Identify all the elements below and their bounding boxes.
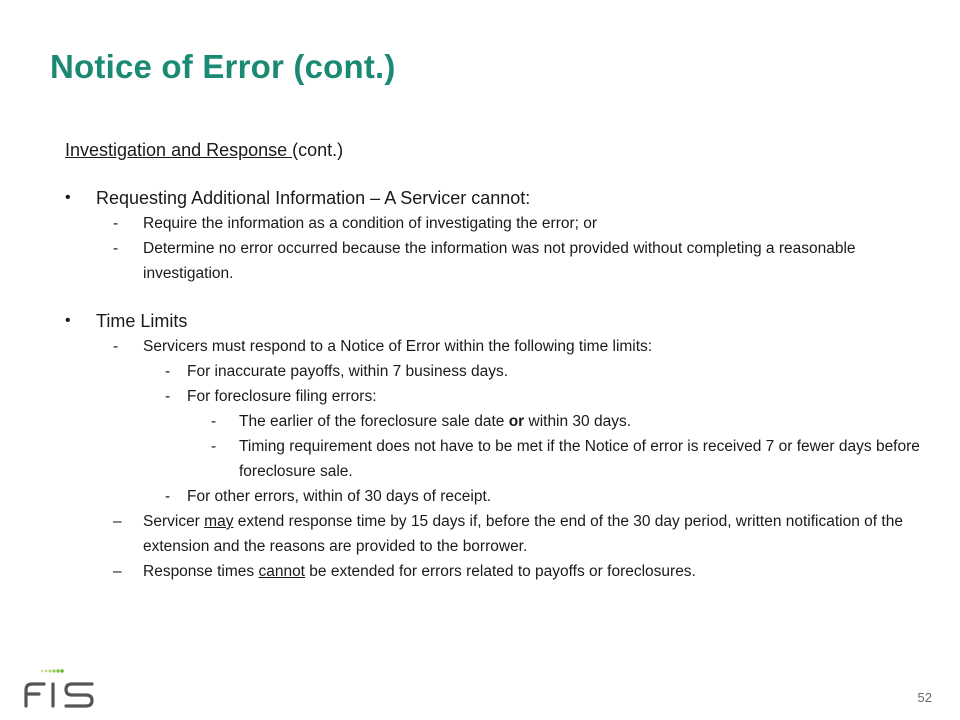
dash-marker-icon: - xyxy=(165,363,171,380)
list-item xyxy=(65,484,935,509)
section-heading-underlined: Investigation and Response xyxy=(65,140,293,160)
page-number: 52 xyxy=(917,690,932,705)
section-heading xyxy=(65,140,935,161)
bullet-text: Time Limits xyxy=(96,311,188,331)
list-item-text: Determine no error occurred because the information was not provided without completing a reasonable investigation. xyxy=(143,240,856,282)
list-item-text: Servicer may extend response time by 15 days if, before the end of the 30 day period, written notification of the extension and the reasons are provided to the borrower. xyxy=(143,513,903,555)
dash-marker-icon: - xyxy=(211,413,217,430)
list-item xyxy=(65,409,935,434)
list-item xyxy=(65,509,935,559)
list-item xyxy=(65,334,935,359)
list-item xyxy=(65,359,935,384)
list-item-text: For foreclosure filing errors: xyxy=(187,388,377,405)
dash-marker-icon: - xyxy=(113,240,119,257)
dash-marker-icon: - xyxy=(211,438,217,455)
list-item xyxy=(65,434,935,484)
list-item xyxy=(65,384,935,409)
slide-title: Notice of Error (cont.) xyxy=(50,48,396,85)
list-item-text: For other errors, within of 30 days of receipt. xyxy=(187,488,492,505)
section-heading-suffix: (cont.) xyxy=(292,140,344,160)
dash-marker-icon: - xyxy=(165,488,171,505)
fis-logo xyxy=(22,668,96,708)
list-item-text: Timing requirement does not have to be met if the Notice of error is received 7 or fewer days before foreclosure sale. xyxy=(239,438,920,480)
list-item-text: For inaccurate payoffs, within 7 business days. xyxy=(187,363,509,380)
slide-content xyxy=(65,140,935,584)
bullet-additional-info xyxy=(65,185,935,211)
list-item-text: Response times cannot be extended for errors related to payoffs or foreclosures. xyxy=(143,563,696,580)
dash-marker-icon: – xyxy=(113,563,122,580)
list-item xyxy=(65,236,935,286)
bullet-dot-icon: • xyxy=(65,312,71,329)
dash-marker-icon: – xyxy=(113,513,122,530)
dash-marker-icon: - xyxy=(165,388,171,405)
bullet-time-limits xyxy=(65,308,935,334)
dash-marker-icon: - xyxy=(113,338,119,355)
list-item-text: Servicers must respond to a Notice of Error within the following time limits: xyxy=(143,338,653,355)
dash-marker-icon: - xyxy=(113,215,119,232)
list-item-text: The earlier of the foreclosure sale date or within 30 days. xyxy=(239,413,632,430)
list-item-text: Require the information as a condition of investigating the error; or xyxy=(143,215,598,232)
bullet-text: Requesting Additional Information – A Servicer cannot: xyxy=(96,188,531,208)
bullet-dot-icon: • xyxy=(65,189,71,206)
list-item xyxy=(65,211,935,236)
list-item xyxy=(65,559,935,584)
